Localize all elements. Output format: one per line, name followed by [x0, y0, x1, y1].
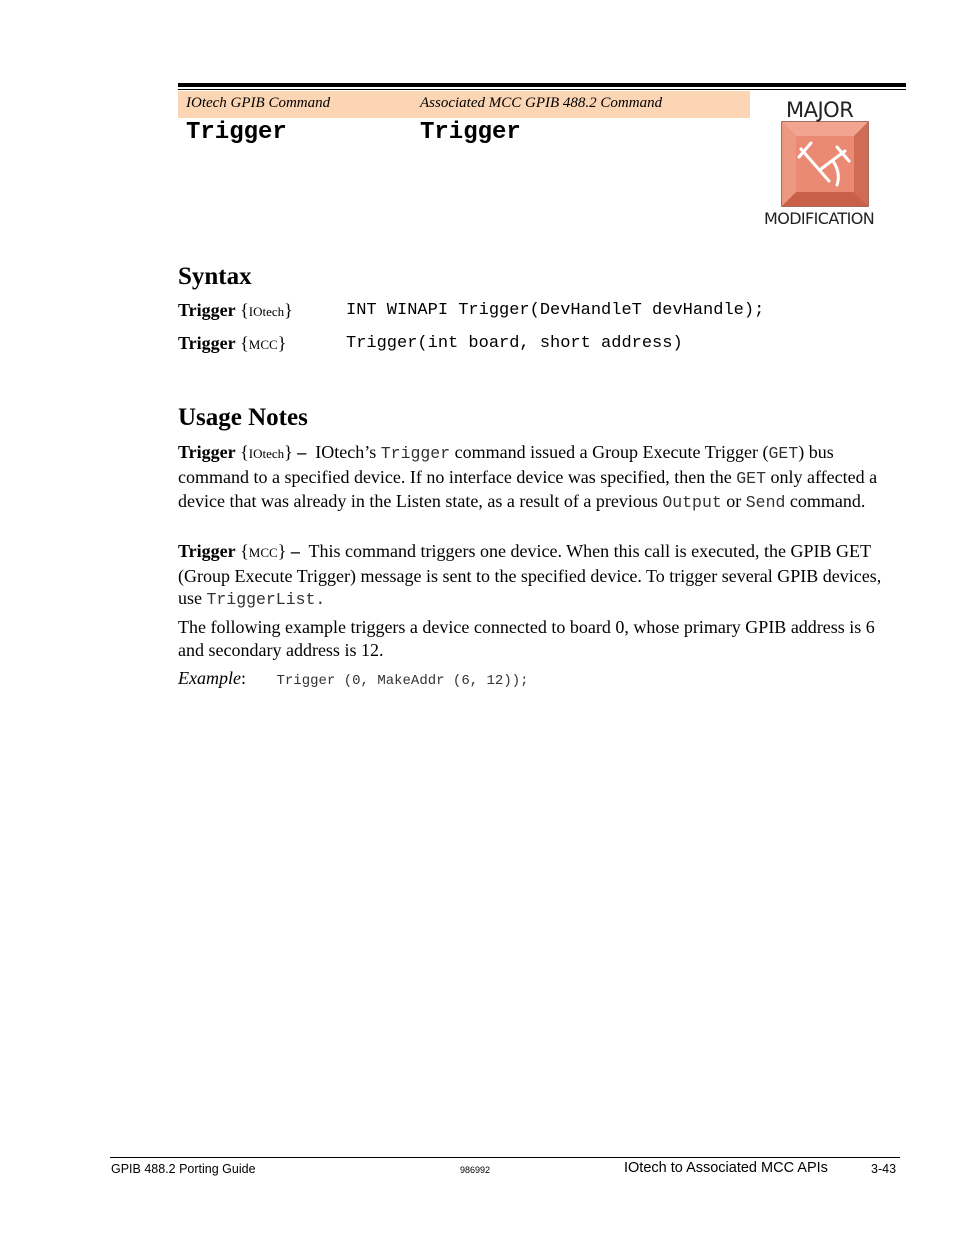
usage-text: IOtech’s	[315, 442, 377, 462]
inline-code: Trigger	[380, 444, 451, 463]
example-line	[178, 668, 529, 689]
inline-code: Send	[745, 493, 786, 512]
mcc-command-name: Trigger	[420, 119, 521, 146]
footer-guide-title: GPIB 488.2 Porting Guide	[111, 1162, 256, 1176]
usage-dash: –	[290, 541, 300, 561]
inline-code: GET	[768, 444, 799, 463]
iotech-command-column-label: IOtech GPIB Command	[186, 95, 331, 111]
top-rule-thin	[178, 89, 906, 90]
brace-open: {	[240, 333, 249, 353]
badge-bottom-text: MODIFICATION	[764, 209, 875, 228]
inline-code: TriggerList.	[206, 590, 326, 609]
usage-paragraph-mcc: Trigger {MCC} – This command triggers one device. When this call is executed, the GPIB GET (Group Execute Trigger) message is sent to the specified device. To trigger several GPIB devices, use TriggerList.	[178, 541, 882, 609]
usage-text: command issued a Group Execute Trigger (	[454, 442, 769, 462]
brace-open: {	[240, 300, 249, 320]
usage-text: This command triggers one device. When this call is executed, the GPIB GET (Group Execute Trigger) message is sent to the specified device. To trigger several GPIB devices, use	[178, 541, 882, 608]
inline-code: GET	[736, 468, 766, 488]
usage-function-name: Trigger	[178, 541, 236, 561]
syntax-tag-iotech: IOtech	[248, 304, 285, 319]
brace-close: }	[284, 300, 293, 320]
usage-paragraph-iotech: Trigger {IOtech} – IOtech’s Trigger command issued a Group Execute Trigger (GET) bus command to a specified device. If no interface device was specified, then the GET only affected a device that was already in the Listen state, as a result of a previous Output or Send command.	[178, 442, 878, 512]
badge-top-text: MAJOR	[786, 98, 854, 122]
usage-text: only affected a device that was already in the Listen state, as a result of a previous	[178, 466, 878, 511]
usage-text: ) bus command to a specified device. If no interface device was specified, then the	[178, 442, 834, 487]
syntax-heading: Syntax	[178, 263, 252, 290]
usage-text: command.	[789, 491, 866, 511]
syntax-row-iotech	[178, 300, 293, 321]
syntax-row-mcc	[178, 333, 286, 354]
brace-close: }	[277, 333, 287, 353]
syntax-code-mcc: Trigger(int board, short address)	[346, 334, 683, 353]
example-label: Example	[178, 668, 241, 688]
usage-dash: –	[297, 442, 307, 462]
mcc-command-column-label: Associated MCC GPIB 488.2 Command	[420, 95, 663, 111]
usage-tag-iotech: IOtech	[248, 446, 285, 461]
syntax-function-name: Trigger	[178, 300, 236, 320]
footer-doc-number: 986992	[460, 1165, 491, 1175]
major-modification-badge	[760, 96, 892, 234]
usage-notes-heading: Usage Notes	[178, 404, 308, 431]
hammer-tools-icon	[781, 121, 871, 207]
footer-page-number: 3-43	[871, 1162, 897, 1176]
usage-text: or	[726, 491, 742, 511]
footer-rule	[110, 1157, 900, 1158]
example-code: Trigger (0, MakeAddr (6, 12));	[276, 673, 529, 689]
usage-paragraph-example-intro: The following example triggers a device connected to board 0, whose primary GPIB address is 6 and secondary address is 12.	[178, 617, 875, 660]
footer-section-title: IOtech to Associated MCC APIs	[624, 1160, 828, 1176]
usage-function-name: Trigger	[178, 442, 236, 462]
syntax-function-name: Trigger	[178, 333, 236, 353]
top-rule	[178, 83, 906, 87]
inline-code: Output	[662, 493, 722, 512]
syntax-tag-mcc: MCC	[248, 337, 278, 352]
example-colon: :	[240, 668, 246, 688]
usage-tag-mcc: MCC	[248, 545, 278, 560]
syntax-code-iotech: INT WINAPI Trigger(DevHandleT devHandle);	[346, 301, 765, 320]
command-header-band	[178, 91, 750, 118]
iotech-command-name: Trigger	[186, 119, 287, 146]
